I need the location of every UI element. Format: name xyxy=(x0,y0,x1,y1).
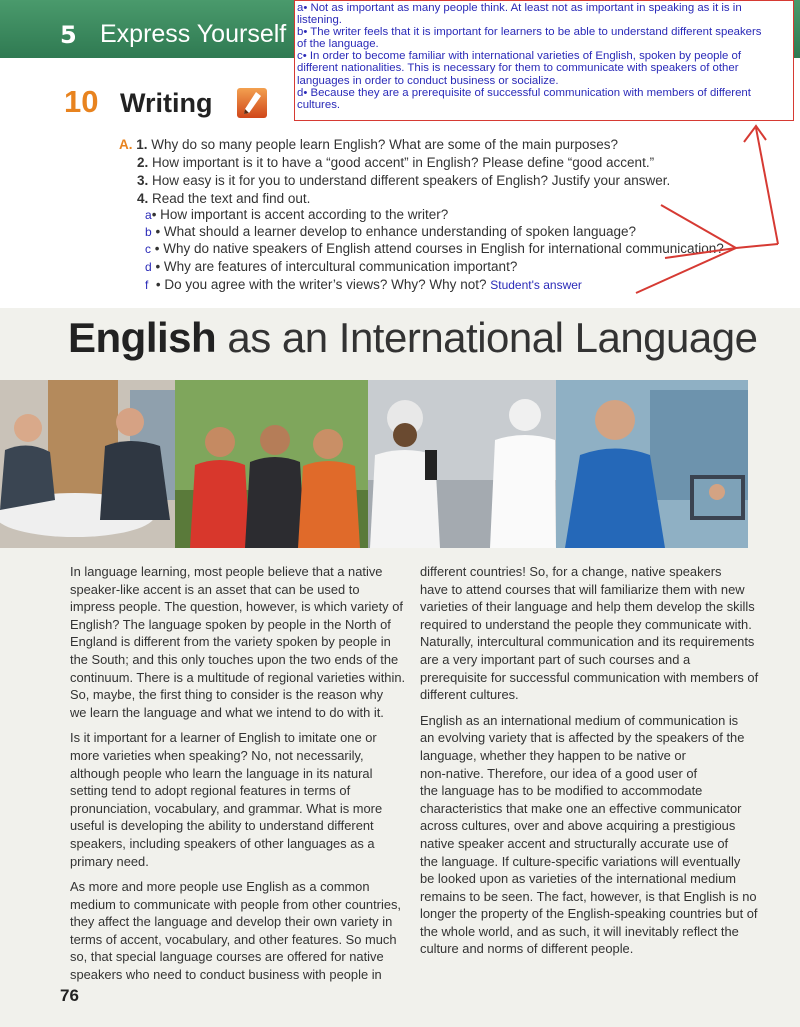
article-line: non-native. Therefore, our idea of a good user of xyxy=(420,765,698,781)
article-line: be looked upon as varieties of the international medium xyxy=(420,871,737,887)
overlay-line: c• In order to become familiar with international varieties of English, spoken by people of xyxy=(297,50,742,63)
section-title: Writing xyxy=(120,88,213,118)
article-line: medium to communicate with people from other countries, xyxy=(70,896,402,912)
unit-title: Express Yourself xyxy=(100,20,287,48)
arrow-shaft xyxy=(756,128,778,244)
photo-three-friends xyxy=(175,380,368,548)
article-line: different countries! So, for a change, native speakers xyxy=(420,564,722,579)
article-line: impress people. The question, however, is which variety of xyxy=(70,599,403,615)
sub-question-d: d • Why are features of intercultural communication important? xyxy=(145,259,518,274)
article-line: speakers who need to conduct business with people in xyxy=(70,967,382,983)
overlay-line: cultures. xyxy=(297,98,341,111)
sub-question-a: a• How important is accent according to the writer? xyxy=(145,207,449,222)
article-line: so, that special language courses are offered for native xyxy=(70,949,384,965)
sub-question-f: f • Do you agree with the writer’s views? Why? Why not? Student's answer xyxy=(145,277,582,292)
article-line: setting tend to adopt regional features in terms of xyxy=(70,783,351,799)
article-line: prerequisite for successful communication with members of xyxy=(420,669,759,685)
article-title: English as an International Language xyxy=(68,314,758,361)
article-paragraph xyxy=(70,729,415,870)
overlay-line: listening. xyxy=(297,14,342,27)
article-line: speaker-like accent is an asset that can be used to xyxy=(70,581,360,597)
overlay-line: of the language. xyxy=(297,38,379,51)
article-line: useful is developing the ability to understand different xyxy=(70,818,374,834)
article-line: the whole world, and as such, it will inevitably reflect the xyxy=(420,923,739,939)
article-line: different cultures. xyxy=(420,687,519,703)
article-line: across cultures, over and above acquiring a prestigious xyxy=(420,818,736,834)
article-line: remains to be seen. The fact, however, is that English is no xyxy=(420,888,757,904)
section-number: 10 xyxy=(64,84,99,119)
article-line: England is different from the variety spoken by people in xyxy=(70,634,391,650)
article-paragraph xyxy=(420,712,765,958)
overlay-line: b• The writer feels that it is important for learners to be able to understand different speakers xyxy=(297,26,762,39)
article-paragraph xyxy=(70,878,415,984)
article-line: Naturally, intercultural communication and its requirements xyxy=(420,634,755,650)
arrow-line-b xyxy=(661,205,736,248)
question-2: 2. How important is it to have a “good accent” in English? Please define “good accent.” xyxy=(137,155,655,170)
article-line: So, maybe, the first thing to consider is the reason why xyxy=(70,687,384,703)
article-line: although people who learn the language in its natural xyxy=(70,765,373,781)
unit-number: 5 xyxy=(60,21,77,49)
arrow-head xyxy=(744,126,766,142)
article-line: terms of accent, vocabulary, and other features. So much xyxy=(70,931,397,947)
arrow-connector xyxy=(736,244,778,248)
article-left-column xyxy=(70,563,415,992)
article-line: As more and more people use English as a common xyxy=(70,879,370,895)
student-answer-note: Student's answer xyxy=(490,278,582,292)
article-paragraph xyxy=(70,563,415,721)
article-line: English as an international medium of communication is xyxy=(420,712,739,728)
photo-interview xyxy=(368,380,556,548)
article-line: an evolving variety that is affected by the speakers of the xyxy=(420,730,745,746)
article-line: English? The language spoken by people in the North of xyxy=(70,616,391,632)
overlay-line: a• Not as important as many people think. At least not as important in speaking as it is in xyxy=(297,2,742,14)
article-line: the South; and this only touches upon the two ends of the xyxy=(70,651,399,667)
article-line: characteristics that make one an effective communicator xyxy=(420,800,742,816)
article-line: varieties of their language and help them develop the skills xyxy=(420,599,755,615)
article-line: the language. If culture-specific variations will eventually xyxy=(420,853,741,869)
article-line: have to attend courses that will familiarize them with new xyxy=(420,581,745,597)
article-line: pronunciation, vocabulary, and grammar. What is more xyxy=(70,800,383,816)
article-line: In language learning, most people believe that a native xyxy=(70,564,383,579)
photo-call-center xyxy=(556,380,748,548)
article-line: Is it important for a learner of English to imitate one or xyxy=(70,730,377,746)
article-line: language, whether they happen to be native or xyxy=(420,747,686,763)
article-line: the language has to be modified to accommodate xyxy=(420,783,703,799)
photo-business-meeting xyxy=(0,380,175,548)
overlay-line: languages in order to conduct business or socialize. xyxy=(297,74,559,87)
exercise-label: A. xyxy=(119,137,133,152)
photo-strip xyxy=(0,380,748,548)
question-4: 4. Read the text and find out. xyxy=(137,191,311,206)
sub-question-c: c • Why do native speakers of English attend courses in English for international communication? xyxy=(145,241,724,256)
article-line: more varieties when speaking? No, not necessarily, xyxy=(70,747,364,763)
article-line: longer the property of the English-speaking countries but of xyxy=(420,906,758,922)
article-right-column xyxy=(420,563,765,966)
sub-question-b: b • What should a learner develop to enhance understanding of spoken language? xyxy=(145,224,637,239)
article-line: are a very important part of such courses and a xyxy=(420,651,691,667)
article-line: speakers, including speakers of other languages as a xyxy=(70,835,375,851)
article-line: they affect the language and develop their own variety in xyxy=(70,914,393,930)
article-line: culture and norms of different people. xyxy=(420,941,634,957)
annotation-arrows xyxy=(0,0,800,310)
article-line: native speaker accent and structurally accurate use of xyxy=(420,835,729,851)
page-number: 76 xyxy=(60,986,79,1005)
overlay-line: d• Because they are a prerequisite of successful communication with members of different xyxy=(297,86,751,99)
article-line: continuum. There is a multitude of regional varieties within. xyxy=(70,669,406,685)
question-1: A. 1. Why do so many people learn English? What are some of the main purposes? xyxy=(119,137,619,152)
question-3: 3. How easy is it for you to understand different speakers of English? Justify your answer. xyxy=(137,173,671,188)
article-paragraph xyxy=(420,563,765,704)
article-line: primary need. xyxy=(70,853,149,869)
article-line: we learn the language and what we intend to do with it. xyxy=(70,704,384,720)
overlay-line: different nationalities. This is necessary for them to communicate with speakers of other xyxy=(297,62,739,75)
article-line: required to understand the people they communicate with. xyxy=(420,616,752,632)
